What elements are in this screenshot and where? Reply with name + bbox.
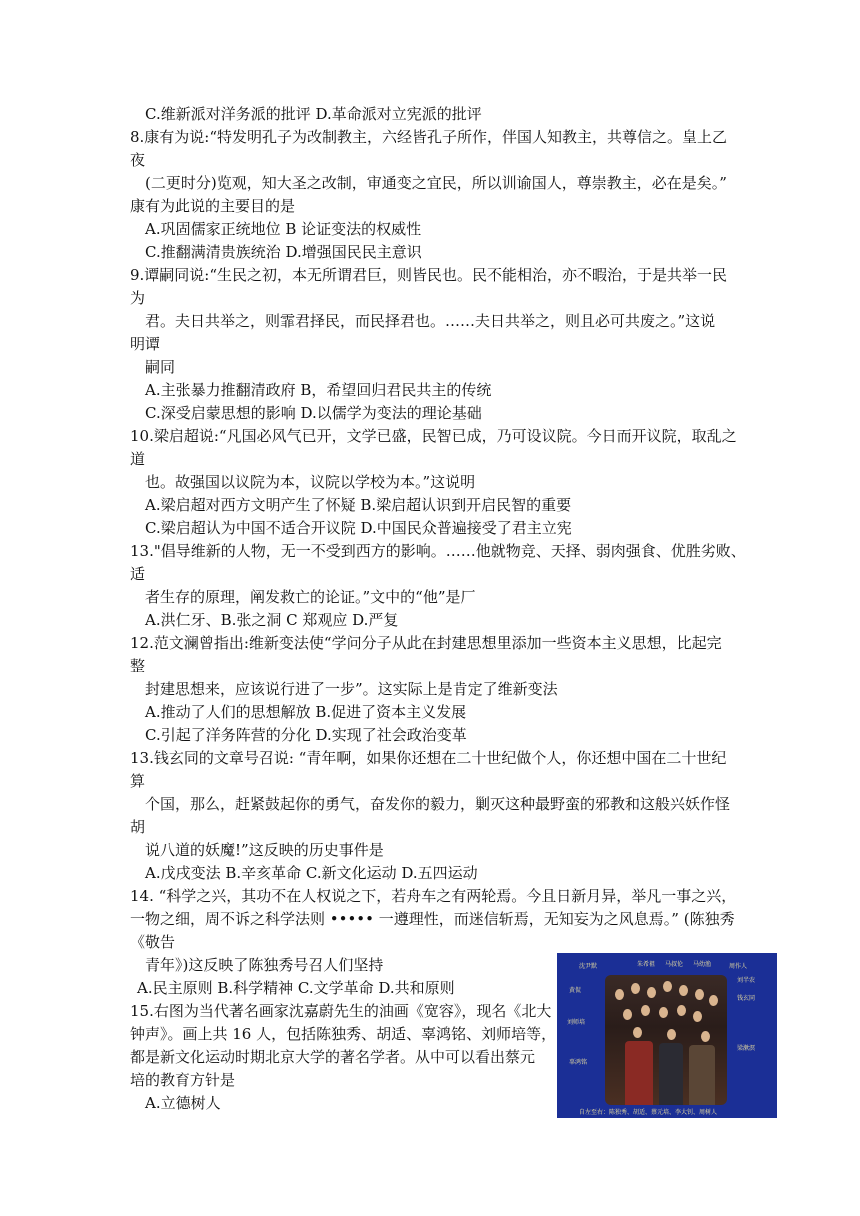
painting-caption: 朱希祖 <box>637 961 656 968</box>
text-line: C.推翻满清贵族统治 D.增强国民民主意识 <box>145 243 422 261</box>
text-line: 一物之细，周不诉之科学法则 ••••• 一遵理性，而迷信斩焉，无知妄为之风息焉。” (陈独秀 <box>130 910 735 928</box>
text-line: 整 <box>130 657 146 675</box>
painting-caption: 周作人 <box>729 963 748 970</box>
painting-caption: 钱玄同 <box>737 995 756 1002</box>
text-line: C.深受启蒙思想的影响 D.以儒学为变法的理论基础 <box>145 404 482 422</box>
text-line: 说八道的妖魔!”这反映的历史事件是 <box>145 841 384 859</box>
text-line: A.洪仁牙、B.张之洞 C 郑观应 D.严复 <box>145 611 399 629</box>
text-line: 封建思想来，应该说行进了一步”。这实际上是肯定了维新变法 <box>145 680 558 698</box>
text-line: 嗣同 <box>145 358 176 376</box>
text-line: A.主张暴力推翻清政府 B，希望回归君民共主的传统 <box>145 381 492 399</box>
text-line: A.戊戌变法 B.辛亥革命 C.新文化运动 D.五四运动 <box>145 864 478 882</box>
text-line: A.梁启超对西方文明产生了怀疑 B.梁启超认识到开启民智的重要 <box>145 496 572 514</box>
text-line: 为 <box>130 289 146 307</box>
painting-caption: 自左至右：陈独秀、胡适、蔡元培、李大钊、周树人 <box>579 1109 718 1116</box>
text-line: A.立德树人 <box>145 1094 221 1112</box>
text-line: C.梁启超认为中国不适合开议院 D.中国民众普遍接受了君主立宪 <box>145 519 572 537</box>
text-line: 钟声》。画上共 16 人，包括陈独秀、胡适、辜鸿铭、刘师培等， <box>130 1025 557 1043</box>
text-line: A.巩固儒家正统地位 B 论证变法的权威性 <box>145 220 422 238</box>
text-line: 9.谭嗣同说:“生民之初，本无所谓君巨，则皆民也。民不能相治，亦不暇治，于是共举一民 <box>130 266 728 284</box>
text-line: 康有为此说的主要目的是 <box>130 197 296 215</box>
text-line: 13.钱玄同的文章号召说: “青年啊，如果你还想在二十世纪做个人，你还想中国在二十世纪 <box>130 749 727 767</box>
text-line: 明谭 <box>130 335 161 353</box>
text-line: A.推动了人们的思想解放 B.促进了资本主义发展 <box>145 703 467 721</box>
painting-caption: 刘半农 <box>737 977 756 984</box>
text-line: 13."倡导维新的人物，无一不受到西方的影响。……他就物竞、天择、弱肉强食、优胜劣败、 <box>130 542 746 560</box>
text-line: 14. “科学之兴，其功不在人权说之下，若舟车之有两轮焉。今且日新月异，举凡一事之兴， <box>130 887 737 905</box>
text-line: 君。夫日共举之，则霏君择民，而民择君也。……夫日共举之，则且必可共废之。”这说 <box>145 312 716 330</box>
text-line: (二更时分)览观，知大圣之改制，审通变之宜民，所以训谕国人，尊崇教主，必在是矣。” <box>145 174 727 192</box>
text-line: 10.梁启超说:“凡国必风气已开，文学已盛，民智已成，乃可设议院。今日而开议院，取乱之 <box>130 427 737 445</box>
painting-caption: 沈尹默 <box>579 963 598 970</box>
painting-image <box>557 953 777 1118</box>
painting-caption: 黄侃 <box>569 987 582 994</box>
painting-figures <box>605 975 727 1105</box>
text-line: 算 <box>130 772 146 790</box>
text-line: 8.康有为说:“特发明孔子为改制教主，六经皆孔子所作，伴国人知教主，共尊信之。皇上乙 <box>130 128 728 146</box>
text-line: 胡 <box>130 818 146 836</box>
text-line: 培的教育方针是 <box>130 1071 236 1089</box>
text-line: 《敬告 <box>130 933 176 951</box>
text-line: C.维新派对洋务派的批评 D.革命派对立宪派的批评 <box>145 105 482 123</box>
painting-caption: 马叔伦 <box>665 961 684 968</box>
text-line: 15.右图为当代著名画家沈嘉蔚先生的油画《宽容》，现名《北大 <box>130 1002 552 1020</box>
painting-caption: 辜鸿铭 <box>569 1059 588 1066</box>
text-line: 适 <box>130 565 146 583</box>
text-line: 12.范文澜曾指出:维新变法使“学问分子从此在封建思想里添加一些资本主义思想，比起完 <box>130 634 722 652</box>
text-line: 青年》)这反映了陈独秀号召人们坚持 <box>145 956 384 974</box>
text-line: C.引起了洋务阵营的分化 D.实现了社会政治变革 <box>145 726 467 744</box>
text-line: 道 <box>130 450 146 468</box>
text-line: 者生存的原理，阐发救亡的论证。”文中的“他”是厂 <box>145 588 476 606</box>
text-line: A.民主原则 B.科学精神 C.文学革命 D.共和原则 <box>137 979 455 997</box>
painting-caption: 刘师培 <box>567 1019 586 1026</box>
painting-caption: 梁漱溟 <box>737 1045 756 1052</box>
text-line: 也。故强国以议院为本，议院以学校为本。”这说明 <box>145 473 476 491</box>
text-line: 个国，那么，赶紧鼓起你的勇气，奋发你的毅力，剿灭这种最野蛮的邪教和这般兴妖作怪 <box>145 795 731 813</box>
text-line: 夜 <box>130 151 146 169</box>
painting-caption: 马幼渔 <box>693 961 712 968</box>
text-line: 都是新文化运动时期北京大学的著名学者。从中可以看出蔡元 <box>130 1048 536 1066</box>
